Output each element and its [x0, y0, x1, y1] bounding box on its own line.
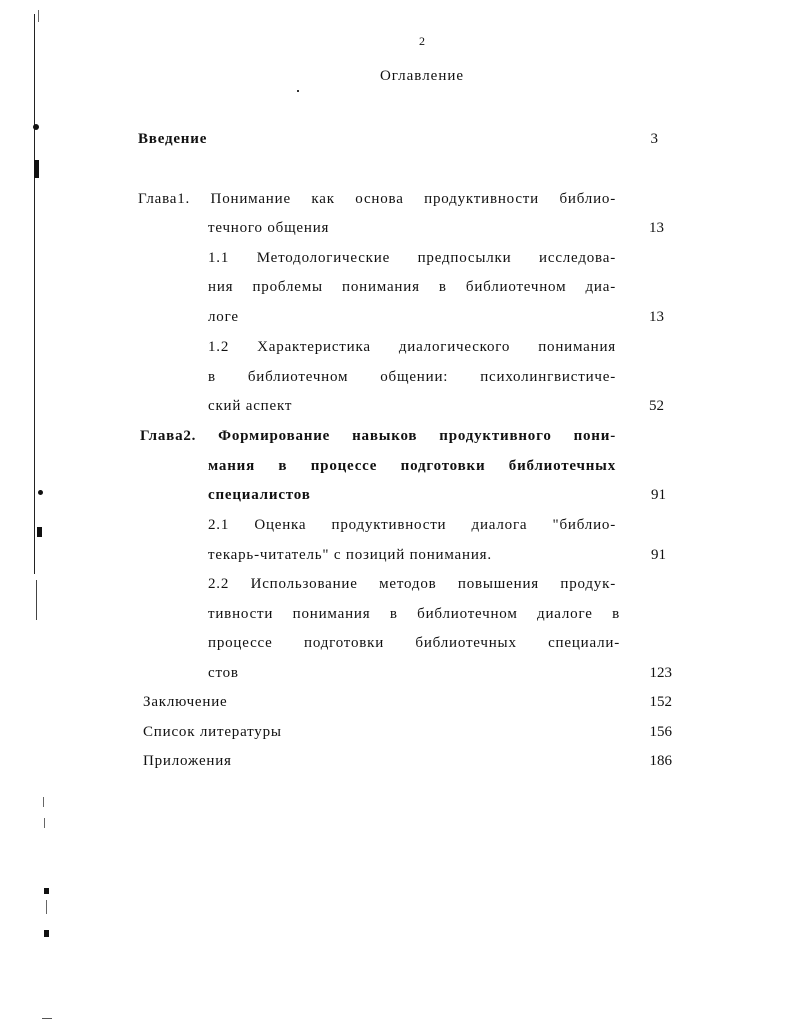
page-number: 2 [419, 34, 425, 48]
scan-speck [38, 490, 43, 495]
toc-page-chapter-2: 91 [651, 487, 666, 503]
scan-speck [44, 888, 49, 894]
toc-entry-intro: Введение [138, 131, 208, 147]
scan-edge-line [36, 580, 37, 620]
scan-speck [34, 160, 39, 178]
toc-entry-section-2-1-line: 2.1 Оценка продуктивности диалога "библио- [208, 517, 616, 533]
toc-entry-chapter-2-line: мания в процессе подготовки библиотечных [208, 458, 616, 474]
toc-entry-section-1-2-line: 1.2 Характеристика диалогического понимания [208, 339, 616, 355]
toc-entry-section-2-2-line: 2.2 Использование методов повышения продук- [208, 576, 616, 592]
toc-page-section-1-2: 52 [649, 398, 664, 414]
toc-entry-section-1-1-line: 1.1 Методологические предпосылки исследова- [208, 250, 616, 266]
toc-entry-conclusion: Заключение [143, 694, 228, 710]
toc-entry-chapter-2-line: Глава2. Формирование навыков продуктивного пони- [140, 428, 616, 444]
scan-speck [42, 1018, 52, 1019]
toc-entry-section-2-2-line: стов [208, 665, 239, 681]
toc-entry-chapter-1-line: Глава1. Понимание как основа продуктивности библио- [138, 191, 616, 207]
toc-page-intro: 3 [650, 131, 658, 147]
toc-page-appendices: 186 [649, 753, 672, 769]
toc-page-section-2-1: 91 [651, 547, 666, 563]
toc-entry-section-2-2-line: процессе подготовки библиотечных специали- [208, 635, 620, 651]
toc-entry-section-1-2-line: в библиотечном общении: психолингвистиче- [208, 369, 616, 385]
scan-tick [43, 797, 44, 807]
toc-entry-chapter-1-line: течного общения [208, 220, 330, 236]
toc-page-conclusion: 152 [649, 694, 672, 710]
toc-entry-references: Список литературы [143, 724, 282, 740]
scan-tick [38, 10, 39, 22]
toc-entry-appendices: Приложения [143, 753, 232, 769]
scan-speck [44, 930, 49, 937]
toc-entry-chapter-2-line: специалистов [208, 487, 311, 503]
toc-entry-section-2-1-line: текарь-читатель" с позиций понимания. [208, 547, 492, 563]
toc-page-section-2-2: 123 [649, 665, 672, 681]
scan-tick [46, 900, 47, 914]
toc-page-references: 156 [649, 724, 672, 740]
toc-entry-section-1-1-line: логе [208, 309, 239, 325]
toc-entry-section-2-2-line: тивности понимания в библиотечном диалоге в [208, 606, 620, 622]
toc-entry-section-1-1-line: ния проблемы понимания в библиотечном диа- [208, 279, 616, 295]
scan-speck [37, 527, 42, 537]
page-title: Оглавление [379, 68, 465, 84]
scan-speck [33, 124, 39, 130]
toc-page-chapter-1: 13 [649, 220, 664, 236]
scan-dot [297, 90, 299, 92]
scan-tick [44, 818, 45, 828]
toc-entry-section-1-2-line: ский аспект [208, 398, 293, 414]
scan-edge-line [34, 14, 35, 574]
toc-page-section-1-1: 13 [649, 309, 664, 325]
